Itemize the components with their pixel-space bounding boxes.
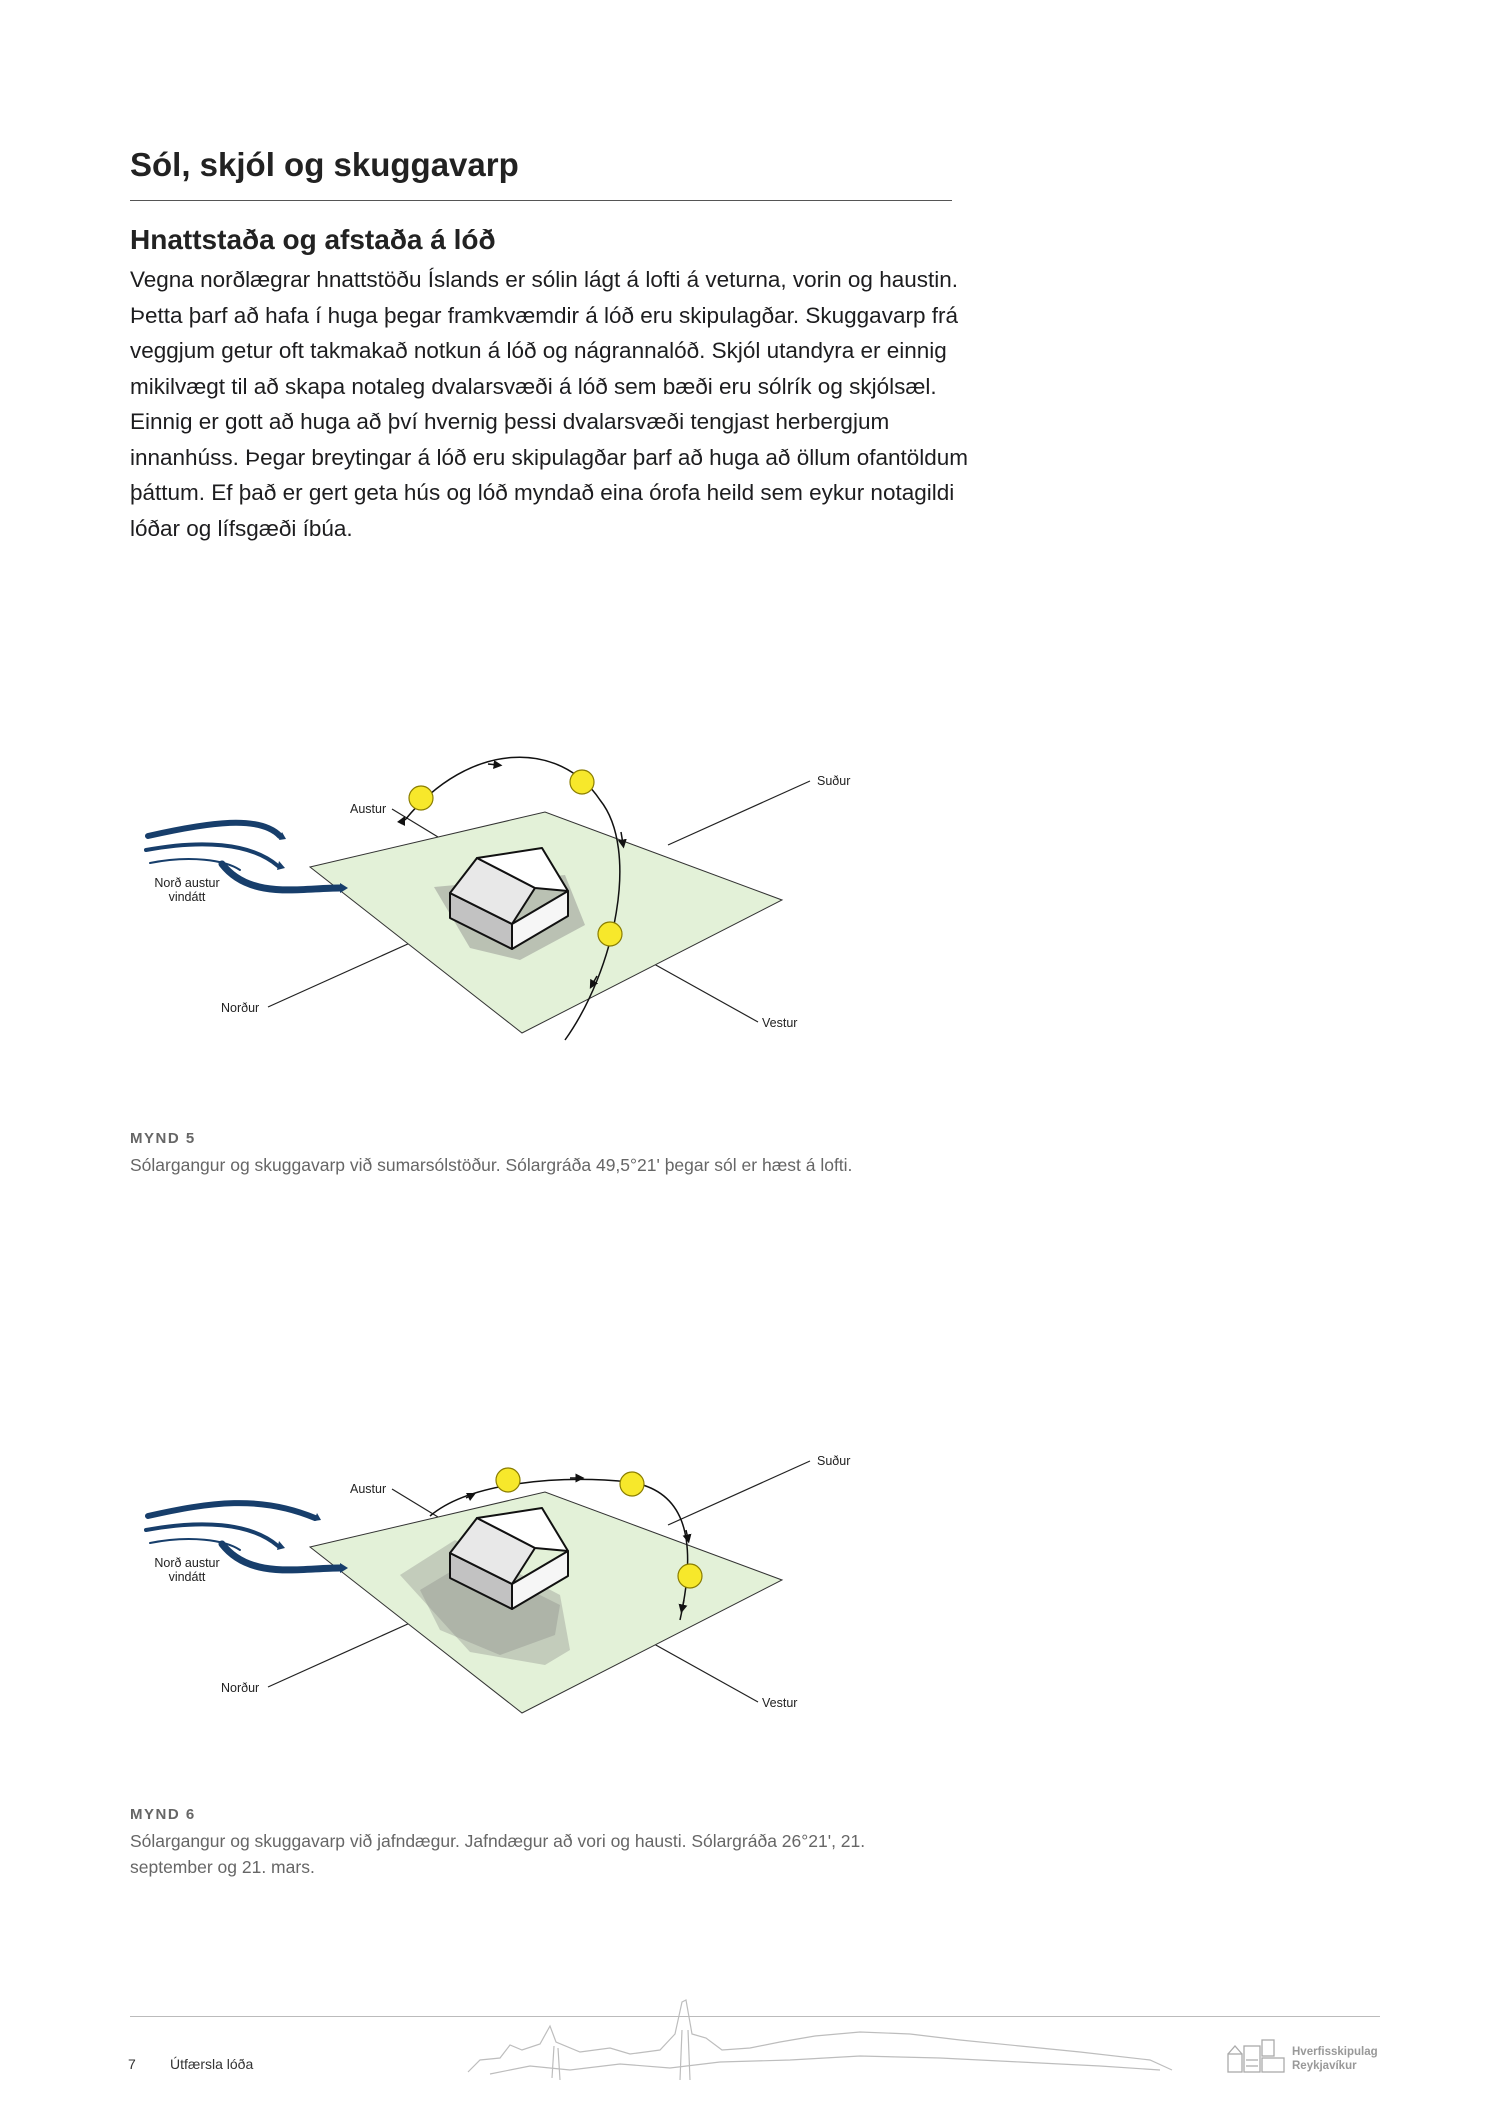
label-south: Suður — [817, 774, 851, 788]
sun-midday — [620, 1472, 644, 1496]
brand-name-line1: Hverfisskipulag — [1292, 2046, 1378, 2058]
figure-6-label: MYND 6 — [130, 1806, 196, 1823]
label-north: Norður — [221, 1681, 260, 1695]
sun-evening — [598, 922, 622, 946]
axis-south — [668, 1461, 810, 1525]
wind-label-line2: vindátt — [168, 890, 206, 904]
figure-6-caption: Sólargangur og skuggavarp við jafndægur. Jafndægur að vori og hausti. Sólargráða 26°21', 21. september og 21. mars. — [130, 1831, 866, 1877]
figure-6-diagram — [0, 1420, 1500, 1740]
sun-midday — [570, 770, 594, 794]
sun-morning — [409, 786, 433, 810]
figure-5-svg — [0, 740, 1500, 1080]
figure-5-caption: Sólargangur og skuggavarp við sumarsólstöður. Sólargráða 49,5°21' þegar sól er hæst á lofti. — [130, 1155, 853, 1175]
label-north: Norður — [221, 1001, 260, 1015]
label-east: Austur — [350, 802, 387, 816]
title-divider — [130, 200, 952, 201]
figure-5-diagram — [0, 740, 1500, 1080]
figure-5-label: MYND 5 — [130, 1130, 196, 1147]
label-west: Vestur — [762, 1696, 798, 1710]
city-skyline-illustration — [460, 1990, 1180, 2090]
brand-name-line2: Reykjavíkur — [1292, 2060, 1357, 2072]
axis-west — [654, 964, 758, 1022]
axis-east — [392, 1489, 438, 1517]
wind-label-line2: vindátt — [168, 1570, 206, 1584]
axis-south — [668, 781, 810, 845]
page-title: Sól, skjól og skuggavarp — [130, 146, 519, 183]
footer-section-title: Útfærsla lóða — [170, 2056, 254, 2072]
figure-6-svg — [0, 1420, 1500, 1740]
label-east: Austur — [350, 1482, 387, 1496]
sun-evening — [678, 1564, 702, 1588]
body-paragraph: Vegna norðlægrar hnattstöðu Íslands er sólin lágt á lofti á veturna, vorin og haustin. Þetta þarf að hafa í huga þegar framkvæmdir á lóð eru skipulagðar. Skuggavarp frá veggjum getur oft takmakað notkun á lóð og nágrannalóð. Skjól utandyra er einnig mikilvægt til að skapa notaleg dvalarsvæði á lóð sem bæði eru sólrík og skjólsæl. Einnig er gott að huga að því hvernig þessi dvalarsvæði tengjast herbergjum innanhúss. Þegar breytingar á lóð eru skipulagðar þarf að huga að öllum ofantöldum þáttum. Ef það er gert geta hús og lóð myndað eina órofa heild sem eykur notagildi lóðar og lífsgæði íbúa. — [130, 267, 969, 541]
label-south: Suður — [817, 1454, 851, 1468]
page-number: 7 — [128, 2056, 136, 2072]
brand-name — [1292, 2045, 1378, 2073]
section-heading: Hnattstaða og afstaða á lóð — [130, 224, 496, 255]
axis-east — [392, 809, 438, 837]
axis-north — [268, 1623, 410, 1687]
wind-label-line1: Norð austur — [154, 876, 220, 890]
brand-logo-icon — [1226, 2036, 1288, 2078]
axis-west — [654, 1644, 758, 1702]
label-west: Vestur — [762, 1016, 798, 1030]
wind-label-line1: Norð austur — [154, 1556, 220, 1570]
sun-morning — [496, 1468, 520, 1492]
axis-north — [268, 943, 410, 1007]
footer-divider — [130, 2016, 1380, 2017]
